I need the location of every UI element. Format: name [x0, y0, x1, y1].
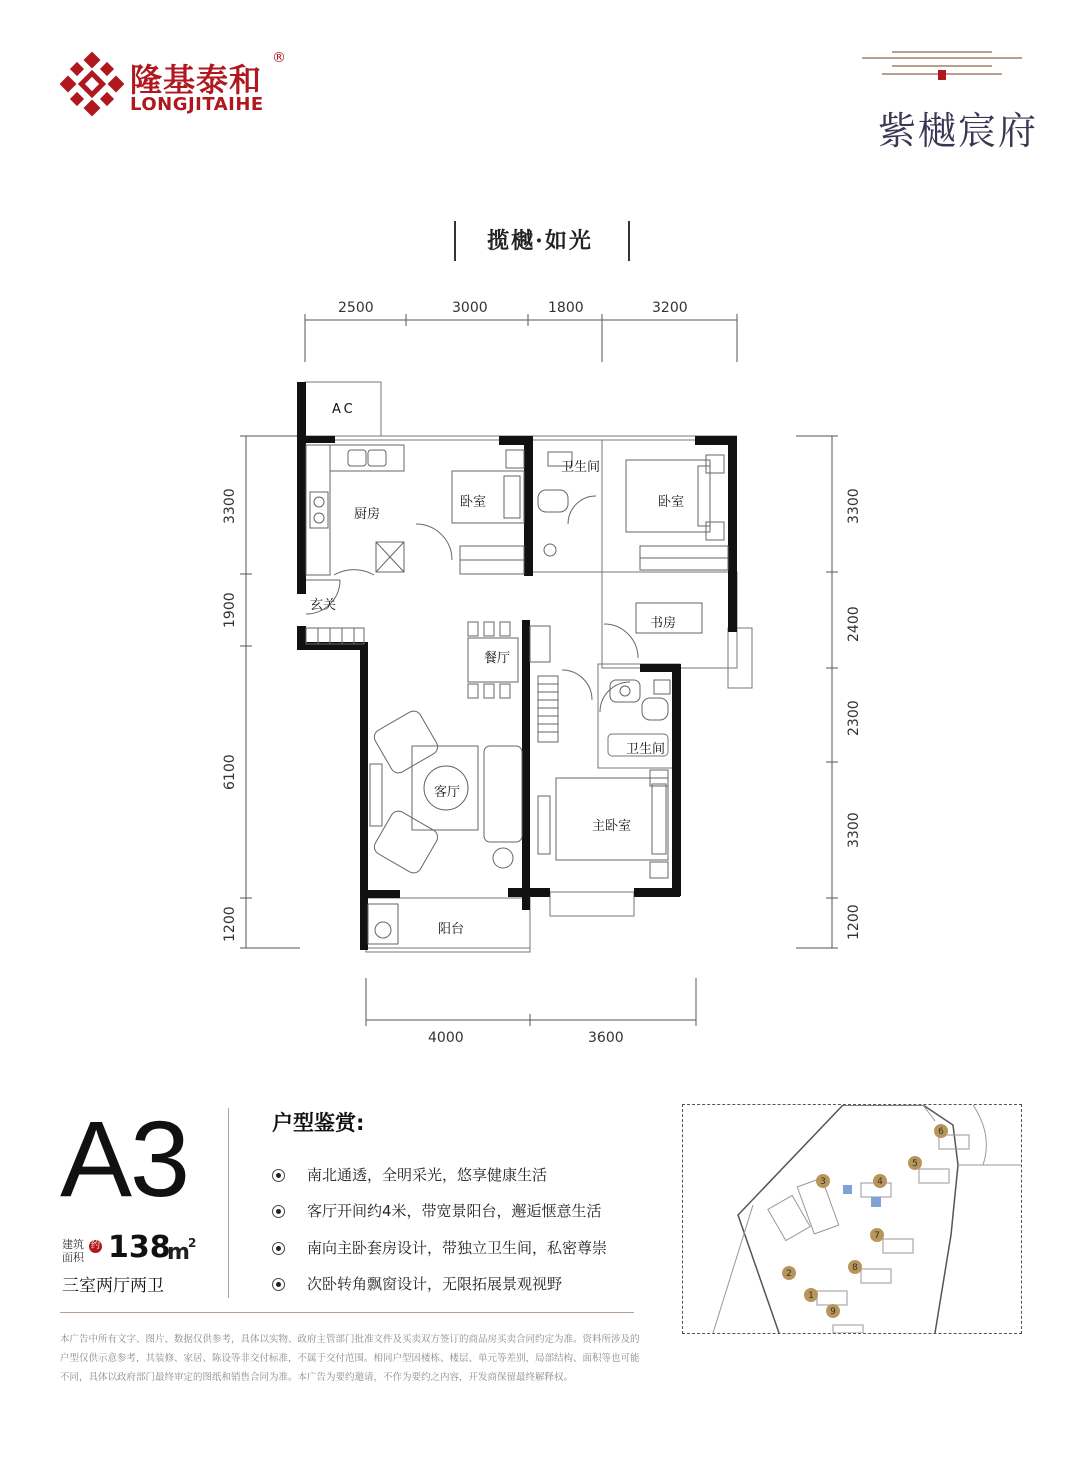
area-approx-badge: 约 [90, 1241, 100, 1251]
slogan: 揽樾·如光 [487, 228, 593, 254]
bullet-icon [272, 1205, 285, 1218]
unit-code: A3 [60, 1098, 189, 1219]
layout-type: 三室两厅两卫 [62, 1276, 164, 1296]
feature-item [272, 1237, 607, 1258]
registered-mark: ® [272, 50, 286, 66]
bullet-icon [272, 1278, 285, 1291]
dim-bottom-1: 4000 [428, 1030, 464, 1046]
dim-right-5: 1200 [846, 904, 862, 940]
brand-name-cn: 隆基泰和 [130, 61, 263, 99]
dim-right-2: 2400 [846, 606, 862, 642]
area-unit: m [167, 1240, 190, 1265]
room-master-bedroom: 主卧室 [592, 819, 632, 834]
dim-top-4: 3200 [652, 300, 688, 316]
room-ac: AC [332, 402, 356, 417]
dim-left-2: 1900 [222, 592, 238, 628]
room-living: 客厅 [434, 785, 461, 800]
room-bathroom-1: 卫生间 [561, 460, 601, 475]
feature-item [272, 1164, 547, 1185]
dim-right-1: 3300 [846, 488, 862, 524]
dim-left-4: 1200 [222, 906, 238, 942]
feature-text: 客厅开间约4米，带宽景阳台，邂逅惬意生活 [307, 1202, 602, 1220]
bullet-icon [272, 1242, 285, 1255]
room-dining: 餐厅 [484, 651, 511, 666]
dim-right-3: 2300 [846, 700, 862, 736]
building-label: 6 [938, 1127, 944, 1137]
feature-text: 南北通透，全明采光，悠享健康生活 [307, 1166, 548, 1184]
area-label [62, 1238, 92, 1264]
building-label: 8 [852, 1263, 858, 1273]
building-label: 1 [808, 1291, 814, 1301]
building-label: 7 [874, 1231, 880, 1241]
disclaimer: 本广告中所有文字、图片、数据仅供参考，具体以实物、政府主管部门批准文件及买卖双方签订的商品房买卖合同约定为准。资料所涉及的户型仅供示意参考，其装修、家居、陈设等非交付标准，不属于交付范围。相同户型因楼栋、楼层、单元等差别，局部结构、面积等也可能不同，具体以政府部门最终审定的图纸和销售合同为准。本广告为要约邀请，不作为要约之内容，开发商保留最终解释权。 [60, 1334, 640, 1383]
dim-left-1: 3300 [222, 488, 238, 524]
bullet-icon [272, 1169, 285, 1182]
dim-top-3: 1800 [548, 300, 584, 316]
area-label-line-2: 面积 [62, 1251, 84, 1264]
feature-item [272, 1200, 602, 1221]
room-study: 书房 [650, 616, 677, 631]
building-label: 3 [820, 1177, 826, 1187]
room-bedroom-2: 卧室 [658, 495, 685, 510]
room-kitchen: 厨房 [354, 507, 381, 522]
brand-name-en: LONGJITAIHE [130, 94, 264, 115]
room-balcony: 阳台 [438, 922, 465, 937]
area-unit-superscript: 2 [188, 1236, 197, 1250]
area-value: 138 [108, 1230, 171, 1265]
room-entrance: 玄关 [310, 598, 337, 613]
project-name: 紫樾宸府 [878, 109, 1039, 153]
building-label: 2 [786, 1269, 792, 1279]
dim-left-3: 6100 [222, 754, 238, 790]
room-bathroom-2: 卫生间 [626, 742, 666, 757]
room-bedroom-1: 卧室 [460, 495, 487, 510]
site-plan-drawing [683, 1105, 1021, 1333]
features-title: 户型鉴赏: [272, 1111, 365, 1135]
area-label-line-1: 建筑 [62, 1238, 84, 1251]
feature-text: 南向主卧套房设计，带独立卫生间，私密尊崇 [307, 1239, 608, 1257]
building-label: 4 [877, 1177, 883, 1187]
site-plan [682, 1104, 1022, 1334]
dim-top-2: 3000 [452, 300, 488, 316]
divider-horizontal [60, 1312, 634, 1313]
dim-bottom-2: 3600 [588, 1030, 624, 1046]
dim-top-1: 2500 [338, 300, 374, 316]
feature-text: 次卧转角飘窗设计，无限拓展景观视野 [307, 1275, 563, 1293]
building-label: 9 [830, 1307, 836, 1317]
building-label: 5 [912, 1159, 918, 1169]
divider-vertical [228, 1108, 229, 1298]
dim-right-4: 3300 [846, 812, 862, 848]
feature-item [272, 1273, 562, 1294]
